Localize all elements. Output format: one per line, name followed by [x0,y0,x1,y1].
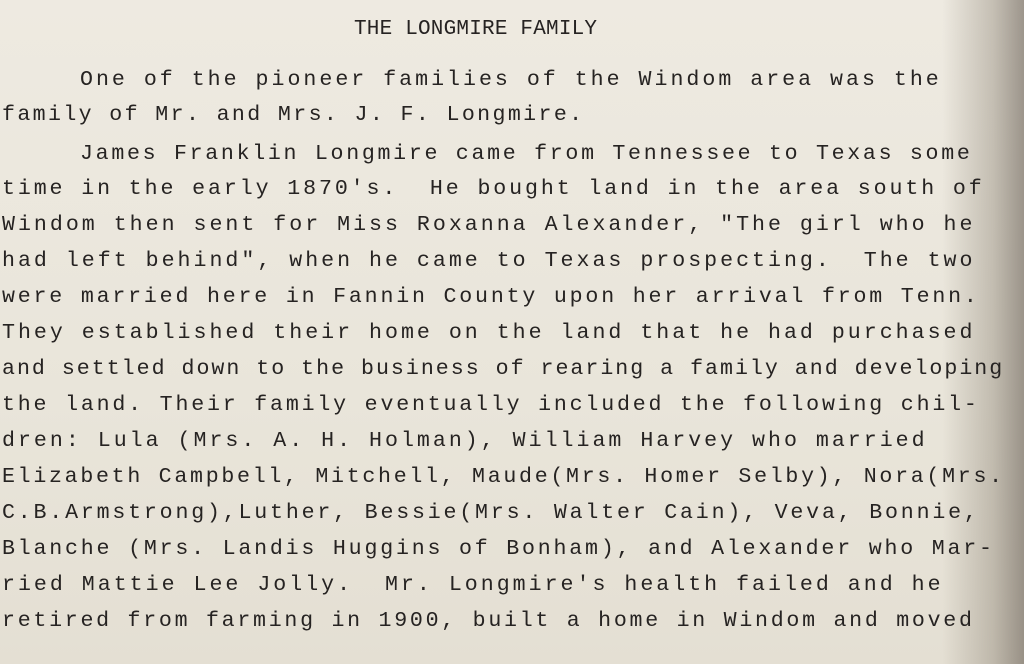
text-line: Elizabeth Campbell, Mitchell, Maude(Mrs. Homer Selby), Nora(Mrs. [2,465,1005,489]
text-line: Windom then sent for Miss Roxanna Alexander, "The girl who he [2,213,976,237]
text-line: dren: Lula (Mrs. A. H. Holman), William Harvey who married [2,429,928,453]
text-line: had left behind", when he came to Texas prospecting. The two [2,249,976,273]
text-line: They established their home on the land that he had purchased [2,321,976,345]
text-line: were married here in Fannin County upon her arrival from Tenn. [2,285,980,309]
text-line: ried Mattie Lee Jolly. Mr. Longmire's health failed and he [2,573,944,597]
text-line: James Franklin Longmire came from Tennessee to Texas some [80,142,973,166]
text-line: retired from farming in 1900, built a home in Windom and moved [2,609,975,633]
text-line: and settled down to the business of rearing a family and developing [2,357,1005,381]
text-line: family of Mr. and Mrs. J. F. Longmire. [2,103,585,127]
text-line: One of the pioneer families of the Windom area was the [80,68,942,92]
text-line: time in the early 1870's. He bought land in the area south of [2,177,985,201]
text-line: the land. Their family eventually included the following chil- [2,393,980,417]
text-line: Blanche (Mrs. Landis Huggins of Bonham), and Alexander who Mar- [2,537,995,561]
document-title: THE LONGMIRE FAMILY [354,18,598,41]
text-line: C.B.Armstrong),Luther, Bessie(Mrs. Walter Cain), Veva, Bonnie, [2,501,980,525]
